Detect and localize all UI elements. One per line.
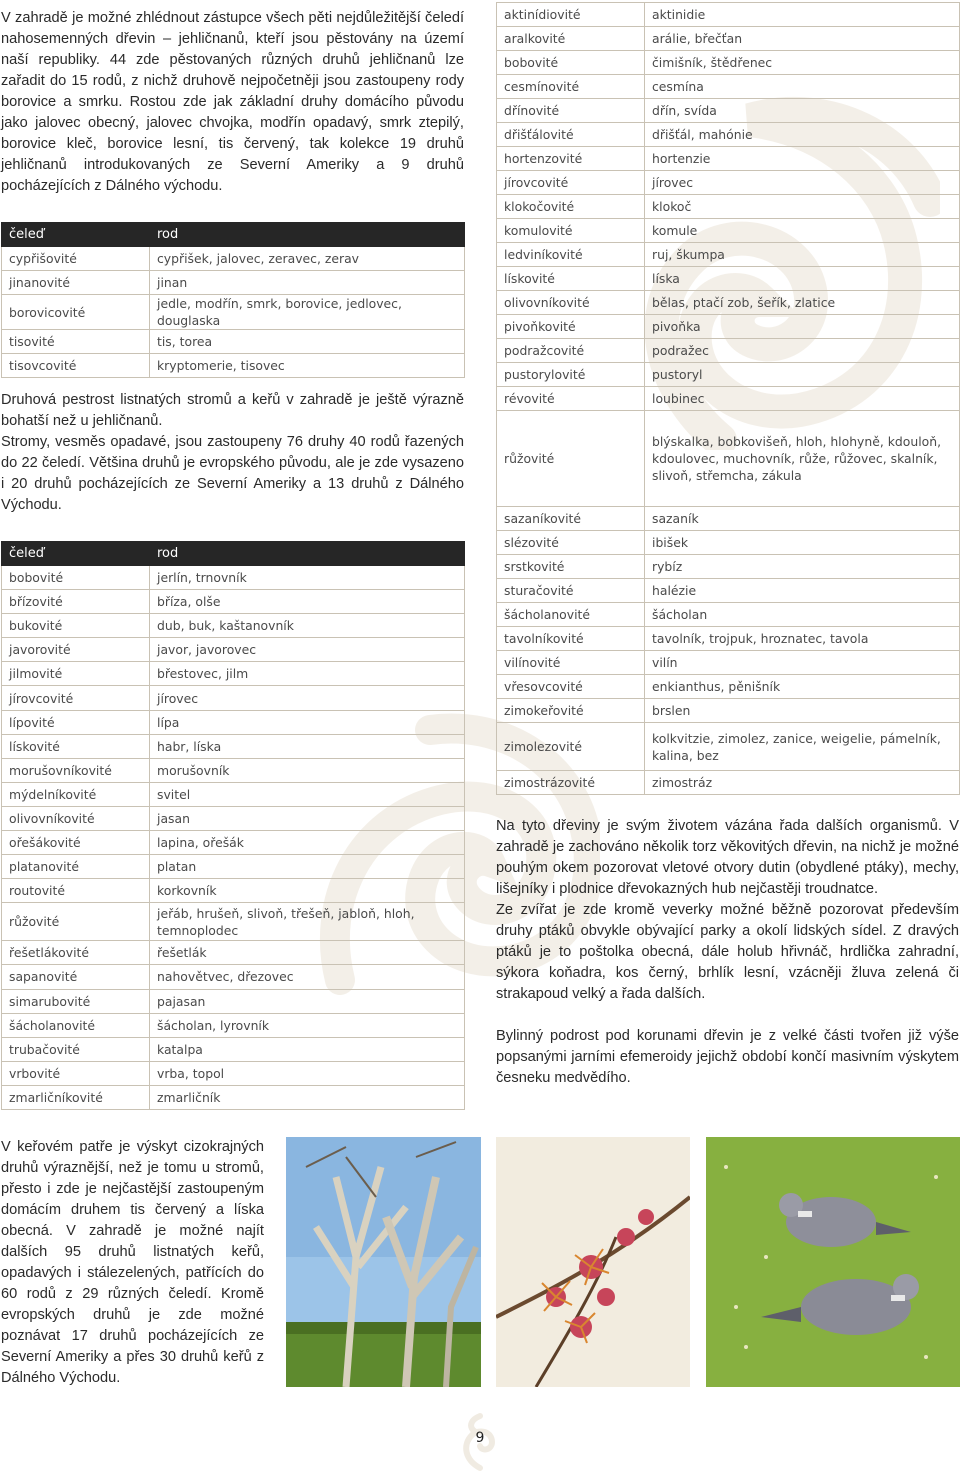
genus-cell: kryptomerie, tisovec (150, 354, 465, 378)
header-family: čeleď (2, 542, 150, 566)
shrub-paragraph (1, 1137, 264, 1389)
table-row (497, 291, 960, 315)
broadleaf-paragraph (1, 390, 464, 516)
genus-cell: arálie, břečťan (645, 27, 960, 51)
genus-cell: břestovec, jilm (150, 662, 465, 686)
genus-cell: katalpa (150, 1037, 465, 1061)
family-cell: podražcovité (497, 339, 645, 363)
family-cell: srstkovité (497, 555, 645, 579)
family-cell: šácholanovité (2, 1013, 150, 1037)
genus-cell: cesmína (645, 75, 960, 99)
family-cell: lískovité (2, 734, 150, 758)
table-header-row (2, 542, 465, 566)
genus-cell: halézie (645, 579, 960, 603)
family-cell: platanovité (2, 855, 150, 879)
genus-cell: javor, javorovec (150, 638, 465, 662)
genus-cell: bříza, olše (150, 590, 465, 614)
table-row (2, 295, 465, 330)
genus-cell: jerlín, trnovník (150, 566, 465, 590)
organisms-paragraph (496, 816, 959, 1089)
genus-cell: řešetlák (150, 941, 465, 965)
header-genus: rod (150, 223, 465, 247)
genus-cell: jedle, modřín, smrk, borovice, jedlovec, douglaska (150, 295, 465, 330)
genus-cell: lípa (150, 710, 465, 734)
family-cell: sturačovité (497, 579, 645, 603)
family-cell: vřesovcovité (497, 675, 645, 699)
family-cell: vrbovité (2, 1061, 150, 1085)
tree-families-table (1, 541, 465, 1110)
table-row (2, 782, 465, 806)
genus-cell: tavolník, trojpuk, hroznatec, tavola (645, 627, 960, 651)
table-row (497, 699, 960, 723)
table-row (497, 27, 960, 51)
family-cell: zimostrázovité (497, 771, 645, 795)
table-row (497, 627, 960, 651)
table-row (2, 1037, 465, 1061)
family-cell: sazaníkovité (497, 507, 645, 531)
table-row (2, 1085, 465, 1109)
genus-cell: dub, buk, kaštanovník (150, 614, 465, 638)
genus-cell: jasan (150, 806, 465, 830)
family-cell: borovicovité (2, 295, 150, 330)
family-cell: dřišťálovité (497, 123, 645, 147)
table-header-row (2, 223, 465, 247)
genus-cell: svitel (150, 782, 465, 806)
family-cell: morušovníkovité (2, 758, 150, 782)
genus-cell: komule (645, 219, 960, 243)
family-cell: slézovité (497, 531, 645, 555)
table-row (497, 603, 960, 627)
genus-cell: vilín (645, 651, 960, 675)
family-cell: růžovité (2, 903, 150, 941)
genus-cell: blýskalka, bobkovišeň, hloh, hlohyně, kdouloň, kdoulovec, muchovník, růže, růžovec, skalník, slivoň, střemcha, zákula (645, 411, 960, 507)
family-cell: routovité (2, 879, 150, 903)
genus-cell: zimostráz (645, 771, 960, 795)
table-row (497, 75, 960, 99)
family-cell: klokočovité (497, 195, 645, 219)
family-cell: břízovité (2, 590, 150, 614)
family-cell: olivovníkovité (497, 291, 645, 315)
table-row (497, 267, 960, 291)
table-row (497, 51, 960, 75)
genus-cell: brslen (645, 699, 960, 723)
genus-cell: jeřáb, hrušeň, slivoň, třešeň, jabloň, hloh, temnoplodec (150, 903, 465, 941)
family-cell: jírovcovité (2, 686, 150, 710)
family-cell: tavolníkovité (497, 627, 645, 651)
table-row (497, 195, 960, 219)
genus-cell: dřišťál, mahónie (645, 123, 960, 147)
photo-plane-trees (286, 1137, 481, 1387)
genus-cell: podražec (645, 339, 960, 363)
table-row (497, 507, 960, 531)
table-row (2, 758, 465, 782)
table-row (2, 831, 465, 855)
genus-cell: morušovník (150, 758, 465, 782)
family-cell: zimokeřovité (497, 699, 645, 723)
genus-cell: tis, torea (150, 330, 465, 354)
family-cell: jilmovité (2, 662, 150, 686)
genus-cell: bělas, ptačí zob, šeřík, zlatice (645, 291, 960, 315)
genus-cell: aktinidie (645, 3, 960, 27)
table-row (497, 123, 960, 147)
family-cell: vilínovité (497, 651, 645, 675)
broadleaf-text-1: Druhová pestrost listnatých stromů a keřů v zahradě je ještě výrazně bohatší než u jehličnanů. (1, 392, 464, 429)
genus-cell: hortenzie (645, 147, 960, 171)
genus-cell: pivoňka (645, 315, 960, 339)
family-cell: lípovité (2, 710, 150, 734)
intro-text: V zahradě je možné zhlédnout zástupce všech pěti nejdůležitější čeledí nahosemenných dřevin – jehličnanů, kteří jsou pěstovány na území naší republiky. 44 zde pěstovaných různých druhů jehličnanů lze zařadit do 15 rodů, z nichž druhově nejpočetněji jsou zastoupeny rody borovice a smrku. Rostou zde jak základní druhy domácího původu jako jalovec obecný, jalovec chvojka, modřín opadavý, smrk ztepilý, borovice kleč, borovice lesní, tis červený, tak kolekce 19 druhů jehličnanů introdukovaných ze Severní Ameriky a 9 druhů pocházejících z Dálného východu. (1, 10, 464, 194)
table-row (2, 989, 465, 1013)
family-cell: cesmínovité (497, 75, 645, 99)
family-cell: růžovité (497, 411, 645, 507)
table-row (2, 855, 465, 879)
table-row (2, 662, 465, 686)
table-row (497, 3, 960, 27)
genus-cell: šácholan, lyrovník (150, 1013, 465, 1037)
table-row (497, 771, 960, 795)
family-cell: révovité (497, 387, 645, 411)
table-row (497, 411, 960, 507)
table-row (497, 675, 960, 699)
family-cell: jinanovité (2, 271, 150, 295)
genus-cell: šácholan (645, 603, 960, 627)
photo-witch-hazel (496, 1137, 690, 1387)
table-row (2, 330, 465, 354)
genus-cell: lapina, ořešák (150, 831, 465, 855)
genus-cell: ibišek (645, 531, 960, 555)
family-cell: aralkovité (497, 27, 645, 51)
genus-cell: klokoč (645, 195, 960, 219)
photo-wood-pigeons (706, 1137, 960, 1387)
table-row (2, 271, 465, 295)
family-cell: mýdelníkovité (2, 782, 150, 806)
table-row (2, 638, 465, 662)
family-cell: řešetlákovité (2, 941, 150, 965)
genus-cell: enkianthus, pěnišník (645, 675, 960, 699)
table-row (2, 614, 465, 638)
family-cell: trubačovité (2, 1037, 150, 1061)
table-row (2, 1061, 465, 1085)
table-row (497, 171, 960, 195)
table-row (497, 723, 960, 771)
genus-cell: pajasan (150, 989, 465, 1013)
family-cell: komulovité (497, 219, 645, 243)
family-cell: ledviníkovité (497, 243, 645, 267)
family-cell: bobovité (2, 566, 150, 590)
table-row (497, 555, 960, 579)
genus-cell: dřín, svída (645, 99, 960, 123)
page-number: 9 (475, 1430, 485, 1446)
genus-cell: sazaník (645, 507, 960, 531)
genus-cell: ruj, škumpa (645, 243, 960, 267)
table-row (497, 339, 960, 363)
family-cell: ořešákovité (2, 831, 150, 855)
conifer-families-table (1, 222, 465, 378)
genus-cell: loubinec (645, 387, 960, 411)
header-genus: rod (150, 542, 465, 566)
header-family: čeleď (2, 223, 150, 247)
family-cell: jírovcovité (497, 171, 645, 195)
table-row (2, 710, 465, 734)
genus-cell: jírovec (150, 686, 465, 710)
table-row (2, 879, 465, 903)
genus-cell: cypřišek, jalovec, zeravec, zerav (150, 247, 465, 271)
table-row (2, 686, 465, 710)
family-cell: javorovité (2, 638, 150, 662)
family-cell: sapanovité (2, 965, 150, 989)
family-cell: pivoňkovité (497, 315, 645, 339)
broadleaf-text-2: Stromy, vesměs opadavé, jsou zastoupeny 76 druhy 40 rodů řazených do 22 čeledí. Většina druhů je evropského původu, ale je zde vysazeno i 20 druhů pocházejících ze Severní Ameriky a 13 druhů z Dálného Východu. (1, 434, 464, 513)
table-row (2, 806, 465, 830)
family-cell: hortenzovité (497, 147, 645, 171)
shrub-families-table (496, 2, 960, 795)
genus-cell: rybíz (645, 555, 960, 579)
table-row (497, 579, 960, 603)
genus-cell: líska (645, 267, 960, 291)
family-cell: dřínovité (497, 99, 645, 123)
genus-cell: čimišník, štědřenec (645, 51, 960, 75)
genus-cell: vrba, topol (150, 1061, 465, 1085)
family-cell: pustorylovité (497, 363, 645, 387)
family-cell: aktinídiovité (497, 3, 645, 27)
family-cell: tisovité (2, 330, 150, 354)
table-row (2, 903, 465, 941)
table-row (2, 590, 465, 614)
genus-cell: jinan (150, 271, 465, 295)
family-cell: lískovité (497, 267, 645, 291)
genus-cell: jírovec (645, 171, 960, 195)
intro-paragraph (1, 8, 464, 197)
table-row (497, 243, 960, 267)
family-cell: bukovité (2, 614, 150, 638)
table-row (497, 387, 960, 411)
family-cell: zmarličníkovité (2, 1085, 150, 1109)
table-row (2, 566, 465, 590)
genus-cell: habr, líska (150, 734, 465, 758)
genus-cell: korkovník (150, 879, 465, 903)
table-row (497, 363, 960, 387)
genus-cell: kolkvitzie, zimolez, zanice, weigelie, pámelník, kalina, bez (645, 723, 960, 771)
table-row (2, 1013, 465, 1037)
family-cell: cypřišovité (2, 247, 150, 271)
genus-cell: pustoryl (645, 363, 960, 387)
genus-cell: zmarličník (150, 1085, 465, 1109)
family-cell: bobovité (497, 51, 645, 75)
table-row (2, 354, 465, 378)
family-cell: šácholanovité (497, 603, 645, 627)
table-row (497, 219, 960, 243)
genus-cell: platan (150, 855, 465, 879)
genus-cell: nahovětvec, dřezovec (150, 965, 465, 989)
shrub-text: V keřovém patře je výskyt cizokrajných druhů výraznější, než je tomu u stromů, přesto i zde je nejčastější zastoupeným domácím druhem tis červený a líska obecná. V zahradě je možné najít dalších 95 druhů listnatých keřů, opadavých i stálezelených, patřících do 60 rodů z 29 různých čeledí. Kromě evropských druhů je zde možné poznávat 17 druhů pocházejících ze Severní Ameriky a přes 30 druhů keřů z Dálného Východu. (1, 1139, 264, 1386)
table-row (497, 99, 960, 123)
table-row (2, 247, 465, 271)
table-row (497, 147, 960, 171)
family-cell: tisovcovité (2, 354, 150, 378)
organisms-text-2: Ze zvířat je zde kromě veverky možné běžně pozorovat především druhy ptáků obvykle obývající parky a okolí lidských sídel. Z dravých ptáků je to poštolka obecná, dále holub hřivnáč, hrdlička zahradní, sýkora koňadra, kos černý, brhlík lesní, vzácněji žluva zelená či strakapoud velký a řada dalších. (496, 902, 959, 1002)
organisms-text-1: Na tyto dřeviny je svým životem vázána řada dalších organismů. V zahradě je zachováno několik torz věkovitých dřevin, na nichž je možné pouhým okem pozorovat vletové otvory dutin (obydlené ptáky), mechy, lišejníky i plodnice dřevokazných hub nejčastěji troudnatce. (496, 818, 959, 897)
table-row (2, 734, 465, 758)
family-cell: simarubovité (2, 989, 150, 1013)
family-cell: olivovníkovité (2, 806, 150, 830)
table-row (497, 531, 960, 555)
table-row (497, 315, 960, 339)
family-cell: zimolezovité (497, 723, 645, 771)
table-row (2, 965, 465, 989)
table-row (2, 941, 465, 965)
organisms-text-3: Bylinný podrost pod korunami dřevin je z velké části tvořen již výše popsanými jarními efemeroidy jejichž období končí masivním výskytem česneku medvědího. (496, 1028, 959, 1086)
table-row (497, 651, 960, 675)
